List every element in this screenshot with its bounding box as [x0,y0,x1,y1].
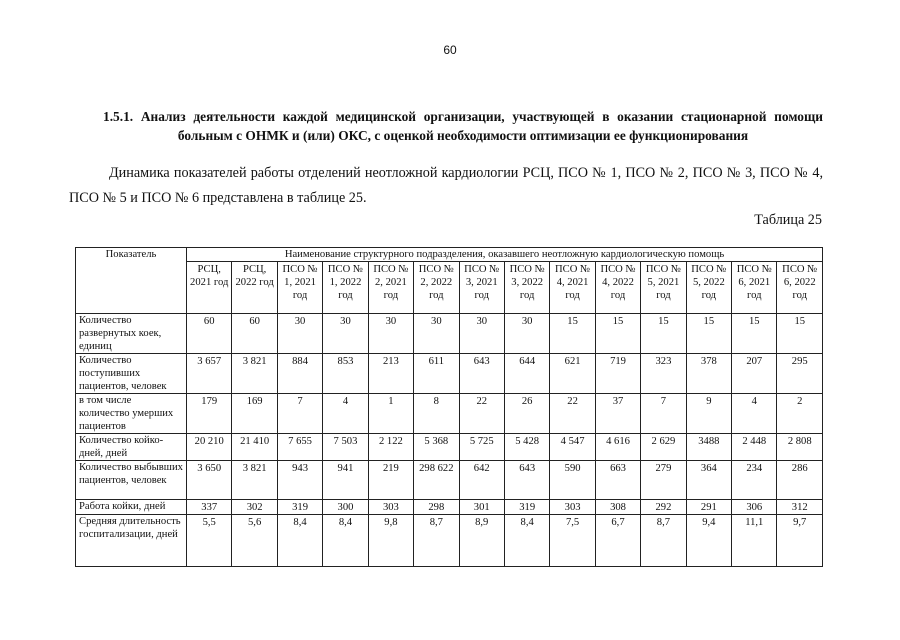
table-cell: 15 [686,314,731,354]
table-row [76,314,823,354]
table-cell: 323 [641,354,686,394]
table-cell: 306 [732,500,777,515]
table-cell: 2 808 [777,434,823,461]
table-cell: 1 [368,394,413,434]
table-cell: 7 [277,394,322,434]
table-caption: Таблица 25 [754,212,822,228]
table-cell: 22 [459,394,504,434]
table-cell: 213 [368,354,413,394]
table-cell: 3 657 [187,354,232,394]
table-cell: 663 [595,461,640,500]
table-cell: 302 [232,500,277,515]
table-cell: 11,1 [732,515,777,567]
table-cell: 590 [550,461,595,500]
table-cell: 2 448 [732,434,777,461]
table-row [76,394,823,434]
table-cell: 303 [368,500,413,515]
table-cell: 207 [732,354,777,394]
table-cell: 21 410 [232,434,277,461]
table-cell: 8 [414,394,459,434]
table-cell: 621 [550,354,595,394]
table-cell: 30 [504,314,549,354]
table-cell: 15 [732,314,777,354]
table-cell: 643 [459,354,504,394]
column-header: РСЦ, 2022 год [232,262,277,314]
intro-text: Динамика показателей работы отделений неотложной кардиологии РСЦ, ПСО № 1, ПСО № 2, ПСО № 3, ПСО № 4, ПСО № 5 и ПСО № 6 представлена в таблице 25. [69,165,823,206]
table-cell: 643 [504,461,549,500]
table-cell: 292 [641,500,686,515]
table-cell: 2 [777,394,823,434]
intro-paragraph [69,161,823,211]
column-header: ПСО № 4, 2022 год [595,262,640,314]
table-cell: 26 [504,394,549,434]
table-cell: 2 122 [368,434,413,461]
table-cell: 37 [595,394,640,434]
table-row [76,461,823,500]
table-cell: 3 650 [187,461,232,500]
table-cell: 8,4 [323,515,368,567]
table-cell: 9 [686,394,731,434]
table-cell: 15 [595,314,640,354]
table-cell: 941 [323,461,368,500]
table-cell: 8,9 [459,515,504,567]
table-cell: 9,8 [368,515,413,567]
table-cell: 279 [641,461,686,500]
page-number: 60 [443,43,457,57]
table-row [76,515,823,567]
table-cell: 30 [414,314,459,354]
column-header: ПСО № 2, 2021 год [368,262,413,314]
table-cell: 943 [277,461,322,500]
table-cell: 20 210 [187,434,232,461]
table-cell: 4 [732,394,777,434]
table-cell: 884 [277,354,322,394]
table-cell: 298 622 [414,461,459,500]
table-cell: 169 [232,394,277,434]
column-header: РСЦ, 2021 год [187,262,232,314]
table-cell: 234 [732,461,777,500]
row-label: Количество выбывших пациентов, человек [76,461,187,500]
table-cell: 5 368 [414,434,459,461]
table-cell: 7 [641,394,686,434]
table-row [76,434,823,461]
table-cell: 7,5 [550,515,595,567]
table-cell: 4 547 [550,434,595,461]
table-cell: 7 655 [277,434,322,461]
row-label: Работа койки, дней [76,500,187,515]
table-cell: 8,7 [641,515,686,567]
table-cell: 9,4 [686,515,731,567]
column-header: ПСО № 5, 2021 год [641,262,686,314]
table-cell: 642 [459,461,504,500]
table-cell: 719 [595,354,640,394]
table-cell: 4 [323,394,368,434]
table-cell: 8,4 [504,515,549,567]
table-cell: 8,7 [414,515,459,567]
table-cell: 5,6 [232,515,277,567]
table-cell: 3 821 [232,354,277,394]
row-label: Количество койко-дней, дней [76,434,187,461]
table-cell: 611 [414,354,459,394]
table-cell: 15 [641,314,686,354]
table-cell: 3 821 [232,461,277,500]
table-cell: 295 [777,354,823,394]
table-cell: 5 725 [459,434,504,461]
table-cell: 319 [277,500,322,515]
row-label: в том числе количество умерших пациентов [76,394,187,434]
table-cell: 298 [414,500,459,515]
table-cell: 30 [368,314,413,354]
column-header: ПСО № 3, 2021 год [459,262,504,314]
row-label: Средняя длительность госпитализации, дней [76,515,187,567]
table-cell: 30 [323,314,368,354]
table-cell: 644 [504,354,549,394]
table-cell: 286 [777,461,823,500]
column-header: ПСО № 6, 2022 год [777,262,823,314]
table-cell: 853 [323,354,368,394]
column-header: ПСО № 5, 2022 год [686,262,731,314]
table-cell: 308 [595,500,640,515]
corner-header: Показатель [76,248,187,314]
column-header: ПСО № 4, 2021 год [550,262,595,314]
row-label: Количество поступивших пациентов, человек [76,354,187,394]
table-cell: 319 [504,500,549,515]
table-cell: 364 [686,461,731,500]
table-row [76,354,823,394]
table-cell: 6,7 [595,515,640,567]
table-cell: 3488 [686,434,731,461]
table-cell: 15 [777,314,823,354]
column-header: ПСО № 6, 2021 год [732,262,777,314]
table-cell: 219 [368,461,413,500]
section-heading: 1.5.1. Анализ деятельности каждой медицинской организации, участвующей в оказании стационарной помощи больным с ОНМК и (или) ОКС, с оценкой необходимости оптимизации ее функционирования [103,109,823,143]
group-header: Наименование структурного подразделения, оказавшего неотложную кардиологическую помощь [187,248,823,262]
column-header: ПСО № 1, 2021 год [277,262,322,314]
table-row [76,500,823,515]
table-cell: 378 [686,354,731,394]
table-cell: 2 629 [641,434,686,461]
table-cell: 179 [187,394,232,434]
table-cell: 291 [686,500,731,515]
table-cell: 5,5 [187,515,232,567]
table-cell: 15 [550,314,595,354]
table-cell: 22 [550,394,595,434]
table-cell: 8,4 [277,515,322,567]
table-cell: 9,7 [777,515,823,567]
table-cell: 30 [277,314,322,354]
column-header: ПСО № 1, 2022 год [323,262,368,314]
table-cell: 312 [777,500,823,515]
table-cell: 303 [550,500,595,515]
table-cell: 60 [187,314,232,354]
table-cell: 30 [459,314,504,354]
column-header: ПСО № 3, 2022 год [504,262,549,314]
row-label: Количество развернутых коек, единиц [76,314,187,354]
table-cell: 337 [187,500,232,515]
table-cell: 5 428 [504,434,549,461]
indicators-table [75,247,823,567]
table-cell: 300 [323,500,368,515]
table-cell: 7 503 [323,434,368,461]
table-cell: 60 [232,314,277,354]
column-header: ПСО № 2, 2022 год [414,262,459,314]
table-cell: 301 [459,500,504,515]
table-cell: 4 616 [595,434,640,461]
